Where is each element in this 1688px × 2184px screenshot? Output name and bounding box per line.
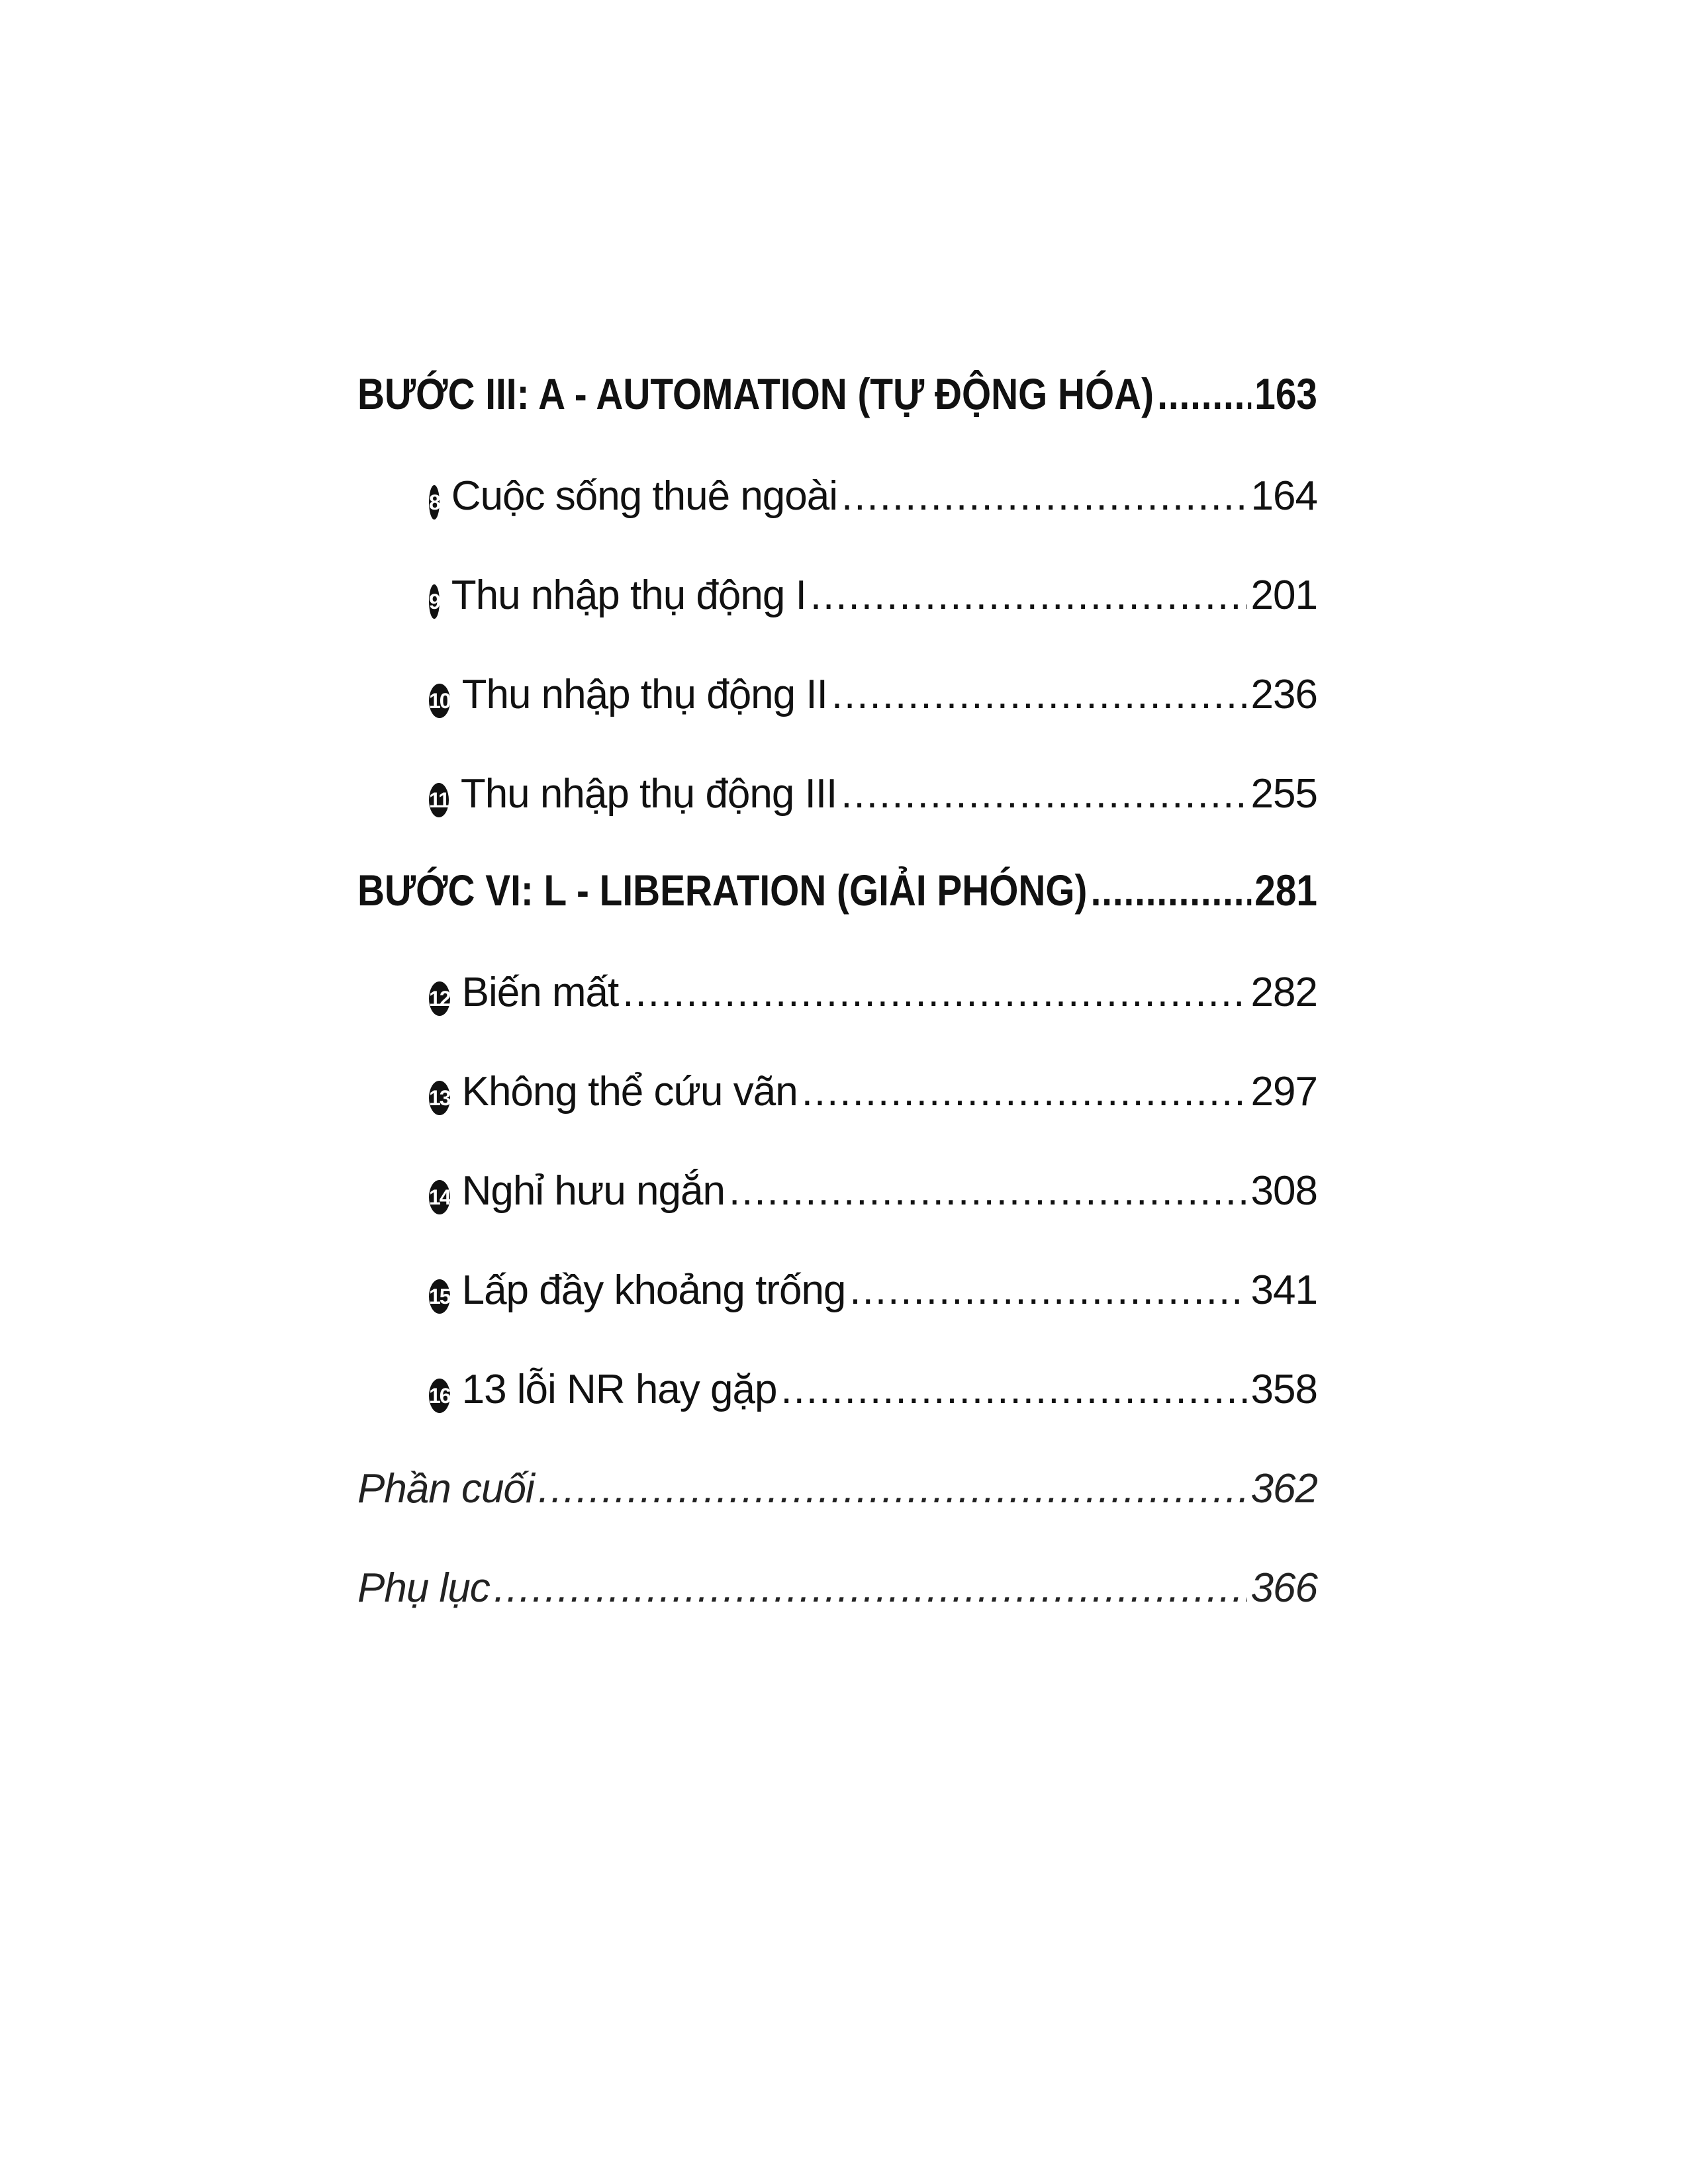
entry-title: Cuộc sống thuê ngoài [451, 473, 838, 519]
dot-leader [841, 761, 1246, 827]
toc-entry-chapter-8[interactable] [429, 463, 1317, 563]
section-title: BƯỚC III: A - AUTOMATION (TỰ ĐỘNG HÓA) [357, 369, 1154, 418]
dot-leader [810, 563, 1247, 629]
section-title: BƯỚC VI: L - LIBERATION (GIẢI PHÓNG) [357, 866, 1088, 915]
toc-entry-chapter-12[interactable] [429, 960, 1317, 1059]
dot-leader [780, 1357, 1246, 1423]
entry-title: Biến mất [461, 970, 619, 1015]
chapter-number-badge: 8 [429, 485, 440, 520]
toc-entry-chapter-15[interactable] [429, 1257, 1317, 1357]
page-number: 164 [1250, 473, 1317, 519]
entry-title: Không thể cứu vãn [461, 1069, 798, 1115]
dot-leader [802, 1059, 1247, 1125]
entry-title: 13 lỗi NR hay gặp [461, 1367, 777, 1412]
chapter-number-badge: 12 [429, 981, 450, 1016]
page-number: 236 [1250, 672, 1317, 717]
dot-leader [622, 960, 1246, 1026]
dot-leader [849, 1257, 1246, 1324]
toc-entry-chapter-13[interactable] [429, 1059, 1317, 1158]
dot-leader [729, 1158, 1247, 1224]
toc-entry-chapter-11[interactable] [429, 761, 1317, 860]
page-number: 281 [1254, 866, 1317, 915]
page-number: 366 [1250, 1565, 1317, 1611]
toc-entry-chapter-14[interactable] [429, 1158, 1317, 1257]
page-number: 297 [1250, 1069, 1317, 1115]
entry-title: Nghỉ hưu ngắn [461, 1168, 725, 1214]
toc-entry-appendix[interactable] [357, 1555, 1317, 1655]
toc-entry-chapter-10[interactable] [429, 662, 1317, 761]
entry-title: Lấp đầy khoảng trống [461, 1267, 846, 1313]
page-number: 362 [1250, 1466, 1317, 1512]
dot-leader [494, 1555, 1247, 1621]
toc-entry-chapter-9[interactable] [429, 563, 1317, 662]
entry-title: Thu nhập thụ động II [461, 672, 827, 717]
chapter-number-badge: 11 [429, 783, 449, 817]
entry-title: Phần cuối [357, 1466, 534, 1512]
dot-leader [841, 463, 1247, 529]
page-number: 308 [1250, 1168, 1317, 1214]
section-heading-automation[interactable] [357, 364, 1317, 463]
chapter-number-badge: 9 [429, 584, 440, 619]
chapter-number-badge: 16 [429, 1379, 450, 1413]
toc-entry-chapter-16[interactable] [429, 1357, 1317, 1456]
chapter-number-badge: 14 [429, 1180, 450, 1214]
entry-title: Thu nhập thụ động I [451, 572, 806, 618]
chapter-number-badge: 13 [429, 1081, 450, 1115]
chapter-number-badge: 15 [429, 1279, 450, 1314]
dot-leader [1157, 364, 1251, 424]
page-number: 282 [1250, 970, 1317, 1015]
page-number: 358 [1250, 1367, 1317, 1412]
page-number: 201 [1250, 572, 1317, 618]
section-heading-liberation[interactable] [357, 860, 1317, 960]
toc-entry-ending[interactable] [357, 1456, 1317, 1555]
page-number: 341 [1250, 1267, 1317, 1313]
chapter-number-badge: 10 [429, 684, 450, 718]
page-number: 255 [1250, 771, 1317, 817]
table-of-contents [357, 364, 1317, 1655]
dot-leader [538, 1456, 1247, 1522]
dot-leader [831, 662, 1247, 728]
page-number: 163 [1254, 369, 1317, 418]
entry-title: Phụ lục [357, 1565, 490, 1611]
dot-leader [1091, 860, 1251, 920]
entry-title: Thu nhập thụ động III [460, 771, 837, 817]
